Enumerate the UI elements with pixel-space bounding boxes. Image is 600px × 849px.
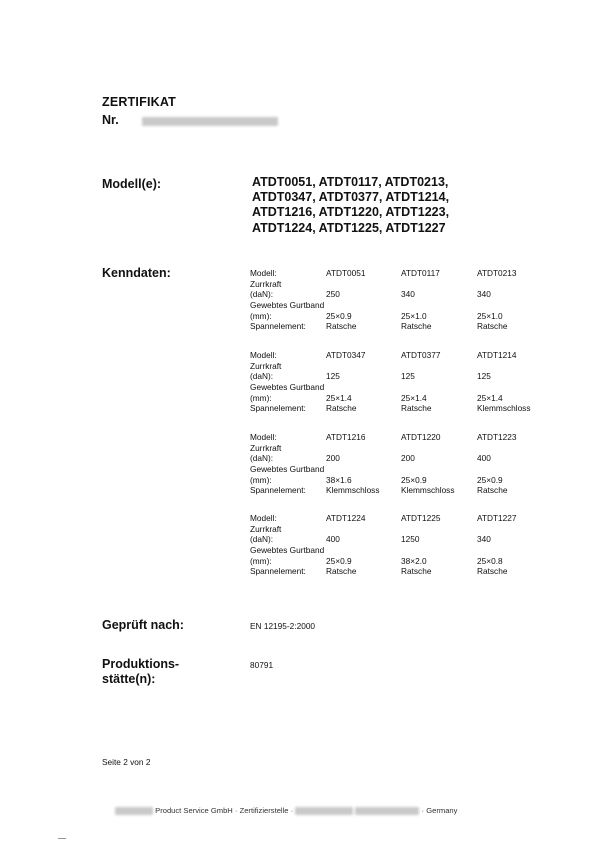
spec-row-label: Spannelement: xyxy=(250,321,306,332)
spec-cell-mm: 25×1.4 xyxy=(326,392,352,403)
spec-cell-mm: 38×2.0 xyxy=(401,555,427,566)
spec-row-label: Spannelement: xyxy=(250,485,306,496)
spec-cell-mm: 25×1.0 xyxy=(477,310,503,321)
footer-company: Product Service GmbH xyxy=(155,806,233,815)
spec-row-label: Modell: xyxy=(250,350,277,360)
spec-row-label: (mm): xyxy=(250,310,272,321)
spec-cell-models: ATDT1225 xyxy=(401,513,441,523)
spec-cell-spann: Ratsche xyxy=(326,566,357,577)
models-list xyxy=(252,175,512,236)
spec-cell-dan: 340 xyxy=(401,289,415,300)
footer-department: Zertifizierstelle xyxy=(239,806,289,815)
spec-row-label: (mm): xyxy=(250,392,272,403)
spec-cell-models: ATDT0347 xyxy=(326,350,366,360)
spec-cell-spann: Klemmschloss xyxy=(477,403,531,414)
spec-cell-dan: 125 xyxy=(326,371,340,382)
spec-row-label: (daN): xyxy=(250,534,274,545)
spec-cell-models: ATDT1223 xyxy=(477,432,517,442)
redacted-address xyxy=(295,807,353,815)
spec-row-label: (mm): xyxy=(250,474,272,485)
spec-cell-dan: 200 xyxy=(401,453,415,464)
redacted-company-name xyxy=(115,807,153,815)
spec-row-label: Gewebtes Gurtband xyxy=(250,545,325,556)
models-line: ATDT0347, ATDT0377, ATDT1214, xyxy=(252,190,450,205)
spec-cell-dan: 200 xyxy=(326,453,340,464)
redacted-city xyxy=(355,807,419,815)
spec-cell-spann: Ratsche xyxy=(326,321,357,332)
footer-separator: · xyxy=(421,806,425,815)
footer-separator: · xyxy=(234,806,238,815)
spec-cell-mm: 25×1.4 xyxy=(477,392,503,403)
spec-row-label: Spannelement: xyxy=(250,403,306,414)
spec-cell-mm: 25×1.0 xyxy=(401,310,427,321)
spec-cell-spann: Klemmschloss xyxy=(326,485,380,496)
spec-cell-spann: Ratsche xyxy=(401,566,432,577)
spec-row-label: Zurrkraft xyxy=(250,360,282,371)
models-line: ATDT1216, ATDT1220, ATDT1223, xyxy=(252,205,450,220)
footer-country: Germany xyxy=(426,806,458,815)
spec-cell-mm: 25×0.9 xyxy=(326,555,352,566)
spec-row-label: Zurrkraft xyxy=(250,442,282,453)
spec-cell-dan: 340 xyxy=(477,534,491,545)
spec-cell-dan: 250 xyxy=(326,289,340,300)
spec-row-label: Zurrkraft xyxy=(250,278,282,289)
spec-row-label: Modell: xyxy=(250,513,277,523)
spec-cell-models: ATDT0213 xyxy=(477,268,517,278)
spec-cell-mm: 25×0.8 xyxy=(477,555,503,566)
spec-row-label: Gewebtes Gurtband xyxy=(250,464,325,475)
spec-row-label: (daN): xyxy=(250,453,274,464)
spec-cell-models: ATDT0051 xyxy=(326,268,366,278)
spec-cell-dan: 1250 xyxy=(401,534,420,545)
spec-cell-mm: 38×1.6 xyxy=(326,474,352,485)
production-site-code: 80791 xyxy=(250,660,274,670)
spec-cell-spann: Ratsche xyxy=(401,403,432,414)
spec-row-label: Spannelement: xyxy=(250,566,306,577)
spec-row-label: Gewebtes Gurtband xyxy=(250,382,325,393)
spec-cell-models: ATDT1216 xyxy=(326,432,366,442)
production-label xyxy=(102,657,179,687)
spec-cell-dan: 400 xyxy=(326,534,340,545)
spec-cell-models: ATDT1220 xyxy=(401,432,441,442)
spec-cell-dan: 125 xyxy=(477,371,491,382)
spec-row-label: Modell: xyxy=(250,268,277,278)
redacted-certificate-number xyxy=(142,117,278,126)
spec-cell-mm: 25×0.9 xyxy=(401,474,427,485)
spec-row-label: (mm): xyxy=(250,555,272,566)
models-line: ATDT0051, ATDT0117, ATDT0213, xyxy=(252,175,449,189)
tested-standard: EN 12195-2:2000 xyxy=(250,621,316,631)
tested-label: Geprüft nach: xyxy=(102,618,184,632)
certificate-number-label: Nr. xyxy=(102,113,119,127)
spec-cell-mm: 25×1.4 xyxy=(401,392,427,403)
spec-row-label: Zurrkraft xyxy=(250,523,282,534)
spec-row-label: (daN): xyxy=(250,289,274,300)
spec-cell-models: ATDT0377 xyxy=(401,350,441,360)
spec-cell-mm: 25×0.9 xyxy=(326,310,352,321)
spec-cell-models: ATDT1227 xyxy=(477,513,517,523)
page-corner-mark xyxy=(58,838,66,839)
footer-separator: · xyxy=(290,806,294,815)
spec-cell-models: ATDT1224 xyxy=(326,513,366,523)
spec-cell-models: ATDT1214 xyxy=(477,350,517,360)
spec-cell-spann: Ratsche xyxy=(477,566,508,577)
spec-cell-dan: 340 xyxy=(477,289,491,300)
spec-cell-spann: Klemmschloss xyxy=(401,485,455,496)
production-label-line1: Produktions- xyxy=(102,657,180,671)
spec-row-label: Gewebtes Gurtband xyxy=(250,300,325,311)
models-label: Modell(e): xyxy=(102,177,162,191)
spec-row-label: (daN): xyxy=(250,371,274,382)
document-title: ZERTIFIKAT xyxy=(102,95,176,109)
production-label-line2: stätte(n): xyxy=(102,672,156,686)
spec-cell-models: ATDT0117 xyxy=(401,268,440,278)
page-number: Seite 2 von 2 xyxy=(102,757,151,767)
models-line: ATDT1224, ATDT1225, ATDT1227 xyxy=(252,220,446,235)
spec-cell-spann: Ratsche xyxy=(477,321,508,332)
spec-cell-spann: Ratsche xyxy=(401,321,432,332)
spec-cell-dan: 125 xyxy=(401,371,415,382)
spec-cell-mm: 25×0.9 xyxy=(477,474,503,485)
spec-cell-spann: Ratsche xyxy=(477,485,508,496)
spec-row-label: Modell: xyxy=(250,432,277,442)
spec-cell-dan: 400 xyxy=(477,453,491,464)
spec-cell-spann: Ratsche xyxy=(326,403,357,414)
specs-label: Kenndaten: xyxy=(102,266,171,280)
